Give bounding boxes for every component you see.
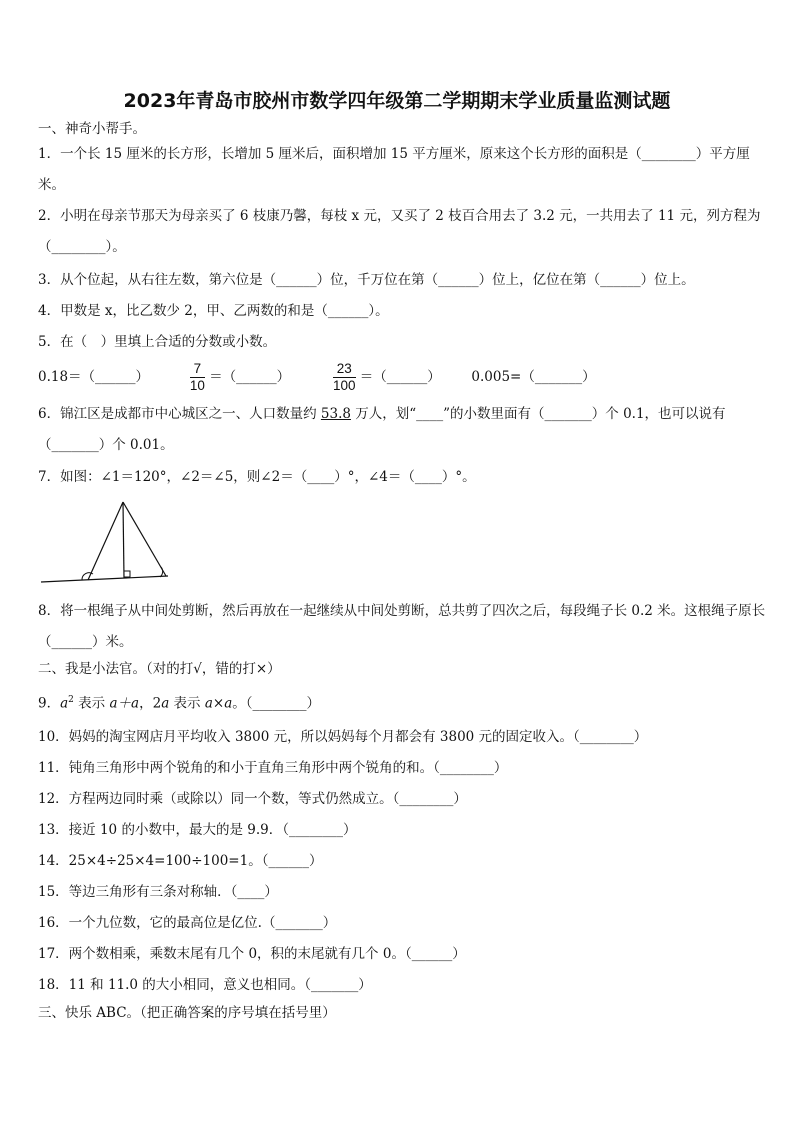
fraction-numerator: 23 [333,361,356,378]
q6-text-start: 6．锦江区是成都市中心城区之一、人口数量约 [38,406,321,422]
question-6 [38,399,768,461]
q9-number: 9． [38,695,61,712]
fraction-denominator: 100 [333,378,356,393]
question-3: 3．从个位起，从右往左数，第六位是（______）位，千万位在第（______）位上，亿位在第（______）位上。 [38,272,695,288]
question-5-items [38,357,768,397]
question-1: 1．一个长 15 厘米的长方形，长增加 5 厘米后，面积增加 15 平方厘米，原来这个长方形的面积是（________）平方厘米。 [38,146,750,193]
section-2-heading: 二、我是小法官。（对的打√，错的打×） [38,661,281,677]
q5-item-c-answer: ＝（______） [359,369,441,385]
question-4: 4．甲数是 x，比乙数少 2，甲、乙两数的和是（______）。 [38,303,389,319]
q6-underlined-number: 53.8 [320,406,351,422]
question-5: 5．在（ ）里填上合适的分数或小数。 [38,334,277,350]
q9-exponent: 2 [68,695,74,705]
q9-var-a: a [161,695,170,712]
question-13: 13．接近 10 的小数中，最大的是 9.9．（________） [38,822,357,838]
fraction-denominator: 10 [189,378,205,393]
right-angle-mark [124,571,130,577]
right-side [123,502,166,576]
question-9 [38,690,768,714]
q5-item-d: 0.005=（_______） [471,369,596,385]
q9-text: ，2 [139,695,162,712]
left-side [88,502,123,580]
q9-text: 表示 [73,695,110,712]
base-line [41,576,168,582]
q5-item-b-answer: ＝（______） [209,369,291,385]
q5-item-a: 0.18＝（______） [38,369,150,385]
question-15: 15．等边三角形有三条对称轴．（____） [38,884,278,900]
question-18: 18．11 和 11.0 的大小相同，意义也相同。（_______） [38,977,372,993]
question-11: 11．钝角三角形中两个锐角的和小于直角三角形中两个锐角的和。（________） [38,760,508,776]
section-1-heading: 一、神奇小帮手。 [38,121,146,137]
q9-text: 表示 [169,695,205,712]
question-14: 14．25×4÷25×4=100÷100=1。（______） [38,853,323,869]
question-16: 16．一个九位数，它的最高位是亿位.（_______） [38,915,337,931]
question-8: 8．将一根绳子从中间处剪断，然后再放在一起继续从中间处剪断，总共剪了四次之后，每段绳子长 0.2 米。这根绳子原长（______）米。 [38,603,766,650]
q5-fraction-c [333,361,356,394]
altitude-line [123,502,124,578]
question-17: 17．两个数相乘，乘数末尾有几个 0，积的末尾就有几个 0。（______） [38,946,466,962]
q6-text-end: 万人，划“____”的小数里面有（_______）个 0.1，也可以说有（_______）个 0.01。 [38,406,726,453]
q9-expr-product: a×a [204,695,233,712]
q9-answer-blank: 。（________） [232,695,321,712]
triangle-angle-figure [36,496,176,588]
section-3-heading: 三、快乐 ABC。（把正确答案的序号填在括号里） [38,1005,336,1021]
question-2: 2．小明在母亲节那天为母亲买了 6 枝康乃馨，每枝 x 元，又买了 2 枝百合用去了 3.2 元，一共用去了 11 元，列方程为（________）。 [38,208,761,255]
question-10: 10．妈妈的淘宝网店月平均收入 3800 元，所以妈妈每个月都会有 3800 元的固定收入。（________） [38,729,648,745]
q9-var-a: a [60,695,69,712]
q5-fraction-b [190,361,206,394]
question-12: 12．方程两边同时乘（或除以）同一个数，等式仍然成立。（________） [38,791,467,807]
question-7: 7．如图：∠1＝120°，∠2＝∠5，则∠2＝（____）°，∠4＝（____）°。 [38,469,476,485]
q9-expr-sum: a＋a [109,695,140,712]
fraction-numerator: 7 [190,361,206,378]
page-title: 2023年青岛市胶州市数学四年级第二学期期末学业质量监测试题 [123,90,671,112]
